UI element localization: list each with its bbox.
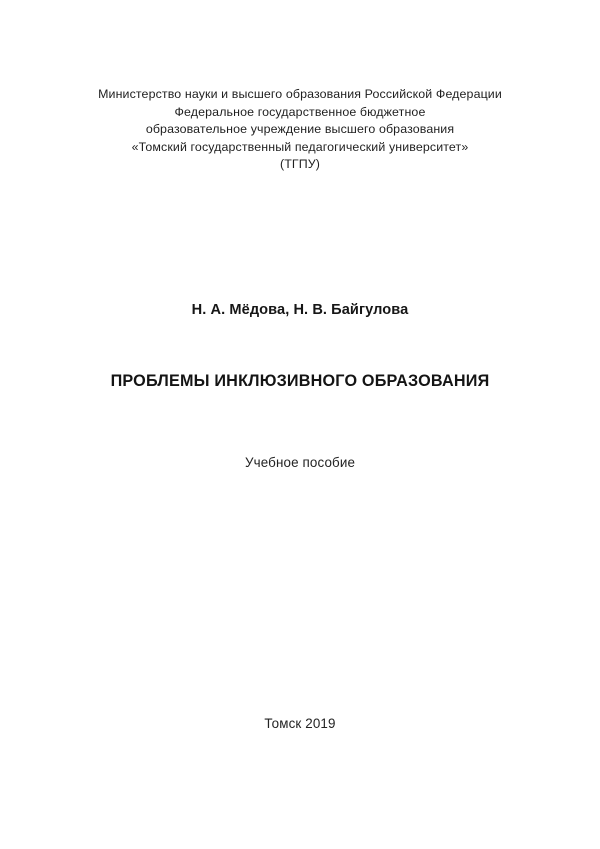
authors: Н. А. Мёдова, Н. В. Байгулова [191, 302, 409, 318]
place-and-year: Томск 2019 [264, 716, 336, 731]
publication-kind-subtitle: Учебное пособие [244, 455, 356, 470]
imprint-line-institution-type: образовательное учреждение высшего образования [145, 122, 455, 137]
imprint-line-university-abbreviation: (ТГПУ) [279, 157, 321, 172]
page-title: ПРОБЛЕМЫ ИНКЛЮЗИВНОГО ОБРАЗОВАНИЯ [110, 371, 490, 390]
imprint-line-federal: Федеральное государственное бюджетное [174, 104, 426, 119]
imprint-line-ministry: Министерство науки и высшего образования Российской Федерации [98, 87, 502, 101]
imprint-line-university-name: «Томский государственный педагогический университет» [131, 139, 469, 154]
institution-imprint-block [0, 86, 600, 174]
